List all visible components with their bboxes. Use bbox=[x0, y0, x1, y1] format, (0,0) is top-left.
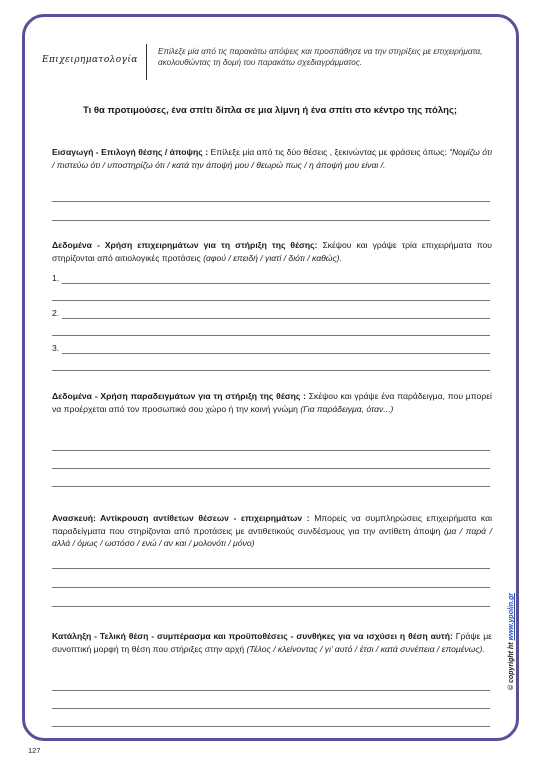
section-hint: (Τέλος / κλείνοντας / γι’ αυτό / έτσι / κατά συνέπεια / επομένως). bbox=[246, 643, 485, 654]
section-body: Γράψε με συνοπτική μορφή τη θέση που στήριξες στην αρχή bbox=[52, 631, 492, 654]
answer-line[interactable] bbox=[52, 690, 490, 691]
answer-line[interactable] bbox=[52, 708, 490, 709]
page-number: 127 bbox=[28, 746, 41, 755]
header-divider bbox=[146, 44, 147, 80]
copyright-notice bbox=[508, 593, 515, 690]
answer-line[interactable] bbox=[52, 370, 490, 371]
answer-line[interactable] bbox=[52, 335, 490, 336]
answer-line[interactable] bbox=[52, 300, 490, 301]
section-examples bbox=[52, 390, 492, 415]
section-heading: Εισαγωγή - Επιλογή θέσης / άποψης : bbox=[52, 147, 209, 157]
section-heading: Ανασκευή: Αντίκρουση αντίθετων θέσεων - επιχειρημάτων : bbox=[52, 513, 310, 523]
section-conclusion bbox=[52, 630, 492, 655]
header-instruction: Επίλεξε μία από τις παρακάτω απόψεις και προσπάθησε να την στηρίξεις με επιχειρήματα, ακολουθώντας τη δομή του παρακάτω σχεδιαγράμματος. bbox=[158, 47, 483, 67]
section-heading: Δεδομένα - Χρήση επιχειρημάτων για τη στήριξη της θέσης: bbox=[52, 240, 318, 250]
section-hint: “Νομίζω ότι / πιστεύω ότι / υποστηρίζω ότι / κατά την άποψή μου / θεωρώ πως / η άποψή μου είναι /. bbox=[52, 147, 492, 170]
section-hint: (μα / παρά / αλλά / όμως / ωστόσο / ενώ / αν και / μολονότι / μόνο) bbox=[52, 525, 492, 548]
answer-line[interactable] bbox=[52, 486, 490, 487]
section-heading: Κατάληξη - Τελική θέση - συμπέρασμα και προϋποθέσεις - συνθήκες για να ισχύσει η θέση αυτή: bbox=[52, 631, 453, 641]
section-arguments bbox=[52, 239, 492, 264]
section-hint: (Για παράδειγμα, όταν...) bbox=[300, 403, 394, 414]
answer-line[interactable] bbox=[52, 220, 490, 221]
section-body: Σκέψου και γράψε τρία επιχειρήματα που στηρίζονται από αιτιολογικές προτάσεις bbox=[52, 240, 492, 263]
answer-line[interactable] bbox=[52, 726, 490, 727]
line-number: 1. bbox=[52, 273, 60, 283]
section-body: Μπορείς να συμπληρώσεις επιχειρήματα και παραδείγματα που στηρίζονται από προτάσεις με αντιθετικούς συνδέσμους για την αντίθετη άποψη bbox=[52, 513, 492, 536]
answer-line[interactable] bbox=[52, 201, 490, 202]
section-introduction bbox=[52, 146, 492, 171]
section-rebuttal bbox=[52, 512, 492, 550]
answer-line[interactable] bbox=[52, 450, 490, 451]
subject-label: Επιχειρηματολογία bbox=[42, 55, 138, 65]
line-number: 3. bbox=[52, 343, 60, 353]
section-body: Επίλεξε μία από τις δύο θέσεις , ξεκινώντας με φράσεις όπως: bbox=[208, 147, 450, 157]
line-number: 2. bbox=[52, 308, 60, 318]
answer-line[interactable] bbox=[52, 468, 490, 469]
main-question: Τι θα προτιμούσες, ένα σπίτι δίπλα σε μια λίμνη ή ένα σπίτι στο κέντρο της πόλης; bbox=[82, 105, 458, 116]
copyright-link[interactable]: www.ypolin.gr bbox=[508, 592, 515, 641]
answer-line[interactable] bbox=[52, 606, 490, 607]
section-body: Σκέψου και γράψε ένα παράδειγμα, που μπορεί να προέρχεται από τον προσωπικό σου χώρο ή την κοινή γνώμη bbox=[52, 391, 492, 414]
answer-line[interactable] bbox=[52, 587, 490, 588]
copyright-prefix: © copyright ht bbox=[508, 640, 515, 690]
section-hint: (αφού / επειδή / γιατί / διότι / καθώς). bbox=[203, 252, 342, 263]
answer-line[interactable] bbox=[52, 568, 490, 569]
section-heading: Δεδομένα - Χρήση παραδειγμάτων για τη στήριξη της θέσης : bbox=[52, 391, 306, 401]
worksheet-header bbox=[42, 44, 512, 84]
